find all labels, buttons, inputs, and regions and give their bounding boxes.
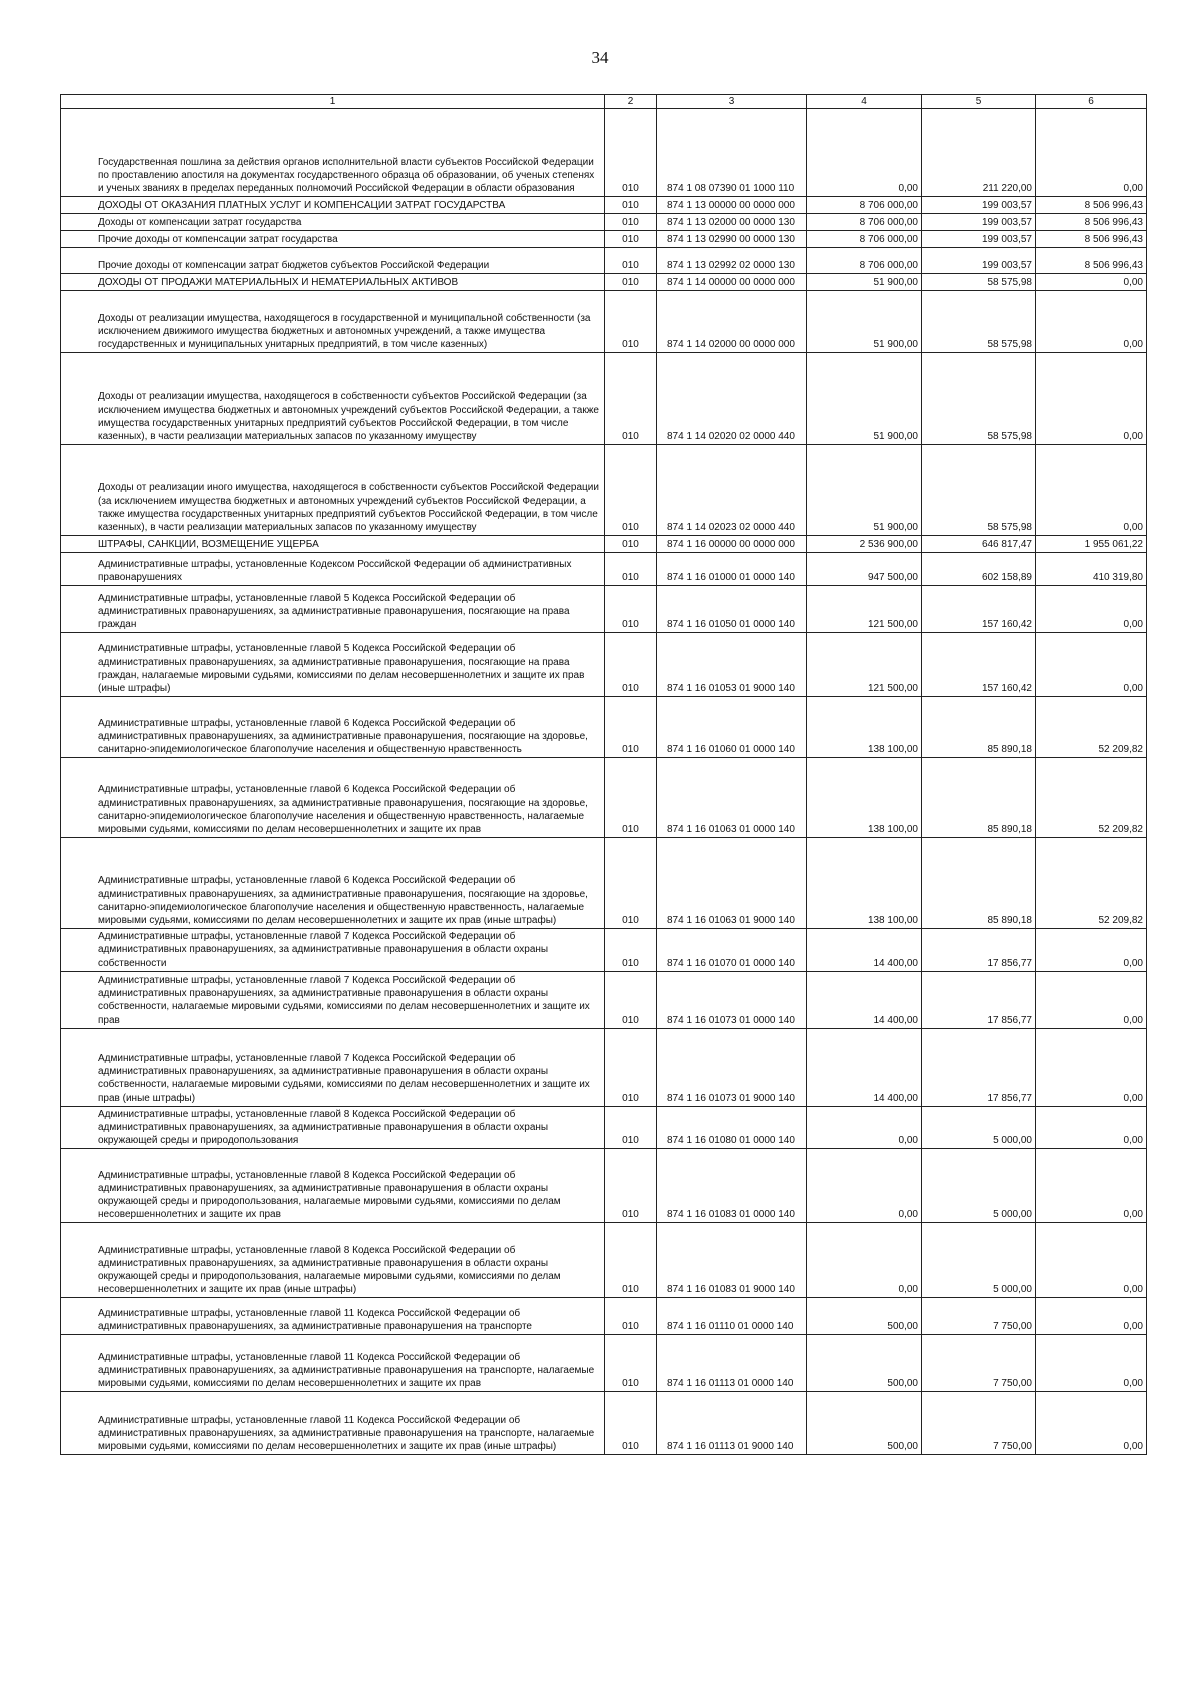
row-name-text: Административные штрафы, установленные главой 6 Кодекса Российской Федерации об административных правонарушениях, за административные правонарушения, посягающие на здоровье, санитарно-эпидемиологическое благополучие населения и общественную нравственность, налагаемые мировыми судьями, комиссиями по делам несовершеннолетних и защите их прав (иные штрафы) <box>98 875 588 926</box>
row-name-cell <box>61 197 605 214</box>
table-row <box>61 758 1147 838</box>
row-value-6-cell: 8 506 996,43 <box>1036 248 1147 274</box>
row-value-6-cell: 0,00 <box>1036 633 1147 697</box>
row-name-cell <box>61 929 605 972</box>
row-name-text: Административные штрафы, установленные главой 8 Кодекса Российской Федерации об административных правонарушениях, за административные правонарушения в области охраны окружающей среды и природопользования, налагаемые мировыми судьями, комиссиями по делам несовершеннолетних и защите их прав (иные штрафы) <box>98 1244 561 1296</box>
row-line-code-cell: 010 <box>605 291 657 353</box>
row-name-text: ШТРАФЫ, САНКЦИИ, ВОЗМЕЩЕНИЕ УЩЕРБА <box>98 539 319 550</box>
table-row <box>61 1106 1147 1149</box>
table-row <box>61 586 1147 633</box>
table-row <box>61 445 1147 536</box>
row-value-6-cell: 0,00 <box>1036 1335 1147 1392</box>
table-row <box>61 197 1147 214</box>
table-row <box>61 274 1147 291</box>
row-name-text: Административные штрафы, установленные главой 8 Кодекса Российской Федерации об административных правонарушениях, за административные правонарушения в области охраны окружающей среды и природопользования, налагаемые мировыми судьями, комиссиями по делам несовершеннолетних и защите их прав <box>98 1169 561 1221</box>
row-value-6-cell: 0,00 <box>1036 1298 1147 1335</box>
row-value-6-cell: 0,00 <box>1036 445 1147 536</box>
row-value-5-cell: 17 856,77 <box>922 929 1036 972</box>
row-value-6-cell: 0,00 <box>1036 586 1147 633</box>
row-name-cell <box>61 758 605 838</box>
row-name-text: ДОХОДЫ ОТ ОКАЗАНИЯ ПЛАТНЫХ УСЛУГ И КОМПЕНСАЦИИ ЗАТРАТ ГОСУДАРСТВА <box>98 200 506 211</box>
row-value-6-cell: 52 209,82 <box>1036 697 1147 758</box>
row-value-4-cell: 121 500,00 <box>807 633 922 697</box>
row-value-6-cell: 1 955 061,22 <box>1036 536 1147 553</box>
row-budget-code-cell: 874 1 16 01073 01 0000 140 <box>657 971 807 1028</box>
row-budget-code-cell: 874 1 16 01113 01 0000 140 <box>657 1335 807 1392</box>
row-name-cell <box>61 1335 605 1392</box>
row-value-4-cell: 8 706 000,00 <box>807 214 922 231</box>
row-line-code-cell: 010 <box>605 445 657 536</box>
row-value-5-cell: 58 575,98 <box>922 274 1036 291</box>
table-row <box>61 231 1147 248</box>
row-value-5-cell: 85 890,18 <box>922 838 1036 929</box>
row-line-code-cell: 010 <box>605 929 657 972</box>
row-value-4-cell: 8 706 000,00 <box>807 197 922 214</box>
row-value-4-cell: 138 100,00 <box>807 758 922 838</box>
row-value-5-cell: 199 003,57 <box>922 248 1036 274</box>
row-budget-code-cell: 874 1 13 02990 00 0000 130 <box>657 231 807 248</box>
row-name-text: Административные штрафы, установленные главой 7 Кодекса Российской Федерации об административных правонарушениях, за административные правонарушения в области охраны собственности, налагаемые мировыми судьями, комиссиями по делам несовершеннолетних и защите их прав (иные штрафы) <box>98 1053 590 1104</box>
table-row <box>61 1298 1147 1335</box>
row-value-4-cell: 14 400,00 <box>807 929 922 972</box>
row-value-4-cell: 51 900,00 <box>807 445 922 536</box>
row-budget-code-cell: 874 1 16 01110 01 0000 140 <box>657 1298 807 1335</box>
row-name-text: Административные штрафы, установленные главой 5 Кодекса Российской Федерации об административных правонарушениях, за административные правонарушения, посягающие на права граждан, налагаемые мировыми судьями, комиссиями по делам несовершеннолетних и защите их прав (иные штрафы) <box>98 643 585 694</box>
row-name-cell <box>61 1028 605 1106</box>
row-line-code-cell: 010 <box>605 1149 657 1223</box>
row-name-cell <box>61 353 605 445</box>
row-value-4-cell: 500,00 <box>807 1392 922 1455</box>
row-value-6-cell: 8 506 996,43 <box>1036 214 1147 231</box>
row-value-5-cell: 17 856,77 <box>922 1028 1036 1106</box>
row-value-6-cell: 0,00 <box>1036 1028 1147 1106</box>
row-budget-code-cell: 874 1 14 02020 02 0000 440 <box>657 353 807 445</box>
column-header: 2 <box>605 95 657 109</box>
row-value-5-cell: 157 160,42 <box>922 586 1036 633</box>
row-name-text: Административные штрафы, установленные Кодексом Российской Федерации об административных правонарушениях <box>98 558 572 583</box>
table-row <box>61 838 1147 929</box>
table-row <box>61 1028 1147 1106</box>
row-value-5-cell: 5 000,00 <box>922 1223 1036 1298</box>
row-value-4-cell: 8 706 000,00 <box>807 231 922 248</box>
row-budget-code-cell: 874 1 16 01063 01 0000 140 <box>657 758 807 838</box>
column-header: 5 <box>922 95 1036 109</box>
row-value-5-cell: 602 158,89 <box>922 553 1036 586</box>
row-line-code-cell: 010 <box>605 536 657 553</box>
row-line-code-cell: 010 <box>605 553 657 586</box>
row-budget-code-cell: 874 1 13 00000 00 0000 000 <box>657 197 807 214</box>
row-value-6-cell: 0,00 <box>1036 1392 1147 1455</box>
row-line-code-cell: 010 <box>605 197 657 214</box>
row-value-4-cell: 14 400,00 <box>807 1028 922 1106</box>
row-line-code-cell: 010 <box>605 1335 657 1392</box>
row-name-cell <box>61 274 605 291</box>
row-budget-code-cell: 874 1 16 01113 01 9000 140 <box>657 1392 807 1455</box>
row-budget-code-cell: 874 1 16 01063 01 9000 140 <box>657 838 807 929</box>
row-value-4-cell: 2 536 900,00 <box>807 536 922 553</box>
row-name-cell <box>61 586 605 633</box>
row-name-cell <box>61 633 605 697</box>
row-value-4-cell: 138 100,00 <box>807 838 922 929</box>
row-name-cell <box>61 1392 605 1455</box>
row-value-5-cell: 646 817,47 <box>922 536 1036 553</box>
row-value-4-cell: 8 706 000,00 <box>807 248 922 274</box>
row-value-6-cell: 410 319,80 <box>1036 553 1147 586</box>
row-value-5-cell: 85 890,18 <box>922 697 1036 758</box>
row-name-cell <box>61 536 605 553</box>
row-value-5-cell: 199 003,57 <box>922 214 1036 231</box>
row-value-5-cell: 7 750,00 <box>922 1298 1036 1335</box>
row-budget-code-cell: 874 1 13 02000 00 0000 130 <box>657 214 807 231</box>
row-value-6-cell: 0,00 <box>1036 1149 1147 1223</box>
table-row <box>61 1392 1147 1455</box>
row-budget-code-cell: 874 1 14 02023 02 0000 440 <box>657 445 807 536</box>
row-budget-code-cell: 874 1 16 01083 01 9000 140 <box>657 1223 807 1298</box>
row-value-4-cell: 51 900,00 <box>807 353 922 445</box>
row-value-6-cell: 0,00 <box>1036 971 1147 1028</box>
row-line-code-cell: 010 <box>605 633 657 697</box>
row-value-6-cell: 8 506 996,43 <box>1036 197 1147 214</box>
row-name-cell <box>61 291 605 353</box>
table-row <box>61 633 1147 697</box>
row-value-4-cell: 0,00 <box>807 109 922 197</box>
row-value-4-cell: 0,00 <box>807 1223 922 1298</box>
row-name-text: Государственная пошлина за действия органов исполнительной власти субъектов Российской Федерации по проставлению апостиля на документах государственного образца об образовании, об ученых степенях и ученых званиях в пределах переданных полномочий Российской Федерации в области образования <box>98 156 595 194</box>
table-row <box>61 353 1147 445</box>
row-value-5-cell: 17 856,77 <box>922 971 1036 1028</box>
row-name-text: Доходы от компенсации затрат государства <box>98 217 302 228</box>
revenue-table <box>60 94 1147 1455</box>
row-value-5-cell: 157 160,42 <box>922 633 1036 697</box>
row-name-text: Прочие доходы от компенсации затрат государства <box>98 234 338 245</box>
row-name-cell <box>61 1149 605 1223</box>
table-row <box>61 929 1147 972</box>
row-line-code-cell: 010 <box>605 1392 657 1455</box>
row-line-code-cell: 010 <box>605 353 657 445</box>
row-budget-code-cell: 874 1 16 01050 01 0000 140 <box>657 586 807 633</box>
row-name-cell <box>61 1298 605 1335</box>
row-name-cell <box>61 445 605 536</box>
row-value-4-cell: 14 400,00 <box>807 971 922 1028</box>
row-name-cell <box>61 231 605 248</box>
row-name-cell <box>61 248 605 274</box>
row-value-5-cell: 58 575,98 <box>922 353 1036 445</box>
table-row <box>61 1223 1147 1298</box>
row-name-cell <box>61 971 605 1028</box>
row-value-6-cell: 0,00 <box>1036 109 1147 197</box>
row-value-6-cell: 8 506 996,43 <box>1036 231 1147 248</box>
row-value-5-cell: 7 750,00 <box>922 1335 1036 1392</box>
row-value-5-cell: 199 003,57 <box>922 197 1036 214</box>
table-row <box>61 971 1147 1028</box>
column-header: 6 <box>1036 95 1147 109</box>
table-row <box>61 1149 1147 1223</box>
row-line-code-cell: 010 <box>605 109 657 197</box>
row-value-6-cell: 0,00 <box>1036 353 1147 445</box>
row-value-6-cell: 0,00 <box>1036 291 1147 353</box>
row-value-5-cell: 58 575,98 <box>922 445 1036 536</box>
row-line-code-cell: 010 <box>605 214 657 231</box>
row-name-text: Административные штрафы, установленные главой 11 Кодекса Российской Федерации об административных правонарушениях, за административные правонарушения на транспорте <box>98 1307 532 1333</box>
row-value-6-cell: 0,00 <box>1036 1223 1147 1298</box>
row-value-4-cell: 51 900,00 <box>807 291 922 353</box>
row-name-text: Административные штрафы, установленные главой 7 Кодекса Российской Федерации об административных правонарушениях, за административные правонарушения в области охраны собственности, налагаемые мировыми судьями, комиссиями по делам несовершеннолетних и защите их прав <box>98 975 590 1026</box>
table-row <box>61 109 1147 197</box>
row-name-text: Административные штрафы, установленные главой 8 Кодекса Российской Федерации об административных правонарушениях, за административные правонарушения в области охраны окружающей среды и природопользования <box>98 1108 549 1147</box>
row-name-text: Административные штрафы, установленные главой 6 Кодекса Российской Федерации об административных правонарушениях, за административные правонарушения, посягающие на здоровье, санитарно-эпидемиологическое благополучие населения и общественную нравственность, налагаемые мировыми судьями, комиссиями по делам несовершеннолетних и защите их прав <box>98 784 588 835</box>
row-budget-code-cell: 874 1 16 01083 01 0000 140 <box>657 1149 807 1223</box>
table-row <box>61 553 1147 586</box>
row-name-cell <box>61 697 605 758</box>
table-row <box>61 536 1147 553</box>
column-header: 1 <box>61 95 605 109</box>
row-budget-code-cell: 874 1 16 01073 01 9000 140 <box>657 1028 807 1106</box>
row-value-4-cell: 0,00 <box>807 1149 922 1223</box>
row-value-4-cell: 51 900,00 <box>807 274 922 291</box>
row-value-6-cell: 52 209,82 <box>1036 758 1147 838</box>
table-row <box>61 291 1147 353</box>
row-value-4-cell: 947 500,00 <box>807 553 922 586</box>
row-name-cell <box>61 838 605 929</box>
row-name-text: Административные штрафы, установленные главой 11 Кодекса Российской Федерации об административных правонарушениях, за административные правонарушения на транспорте, налагаемые мировыми судьями, комиссиями по делам несовершеннолетних и защите их прав <box>98 1351 595 1390</box>
table-row <box>61 1335 1147 1392</box>
row-line-code-cell: 010 <box>605 758 657 838</box>
table-row <box>61 214 1147 231</box>
row-name-cell <box>61 1106 605 1149</box>
row-name-text: Административные штрафы, установленные главой 11 Кодекса Российской Федерации об административных правонарушениях, за административные правонарушения на транспорте, налагаемые мировыми судьями, комиссиями по делам несовершеннолетних и защите их прав (иные штрафы) <box>98 1414 595 1453</box>
row-line-code-cell: 010 <box>605 231 657 248</box>
row-line-code-cell: 010 <box>605 1028 657 1106</box>
row-value-5-cell: 5 000,00 <box>922 1106 1036 1149</box>
row-budget-code-cell: 874 1 08 07390 01 1000 110 <box>657 109 807 197</box>
row-value-6-cell: 52 209,82 <box>1036 838 1147 929</box>
row-line-code-cell: 010 <box>605 1106 657 1149</box>
table-row <box>61 697 1147 758</box>
row-line-code-cell: 010 <box>605 1298 657 1335</box>
column-header: 4 <box>807 95 922 109</box>
row-budget-code-cell: 874 1 14 02000 00 0000 000 <box>657 291 807 353</box>
row-name-text: Административные штрафы, установленные главой 5 Кодекса Российской Федерации об административных правонарушениях, за административные правонарушения, посягающие на права граждан <box>98 592 570 630</box>
row-value-4-cell: 0,00 <box>807 1106 922 1149</box>
page-number: 34 <box>591 48 609 67</box>
row-value-5-cell: 5 000,00 <box>922 1149 1036 1223</box>
row-name-text: Доходы от реализации имущества, находящегося в государственной и муниципальной собственности (за исключением движимого имущества бюджетных и автономных учреждений, а также имущества государственных и муниципальных унитарных предприятий, в том числе казенных) <box>98 312 591 350</box>
row-name-text: Доходы от реализации имущества, находящегося в собственности субъектов Российской Федерации (за исключением имущества бюджетных и автономных учреждений субъектов Российской Федерации, а также имущества государственных унитарных предприятий субъектов Российской Федерации, в том числе казенных), в части реализации материальных запасов по указанному имуществу <box>98 391 599 442</box>
row-value-6-cell: 0,00 <box>1036 1106 1147 1149</box>
row-value-4-cell: 138 100,00 <box>807 697 922 758</box>
row-name-cell <box>61 214 605 231</box>
row-value-4-cell: 121 500,00 <box>807 586 922 633</box>
row-name-text: Прочие доходы от компенсации затрат бюджетов субъектов Российской Федерации <box>98 260 490 271</box>
column-header: 3 <box>657 95 807 109</box>
row-value-4-cell: 500,00 <box>807 1298 922 1335</box>
row-budget-code-cell: 874 1 16 00000 00 0000 000 <box>657 536 807 553</box>
row-line-code-cell: 010 <box>605 971 657 1028</box>
row-value-6-cell: 0,00 <box>1036 274 1147 291</box>
row-budget-code-cell: 874 1 16 01000 01 0000 140 <box>657 553 807 586</box>
row-value-5-cell: 7 750,00 <box>922 1392 1036 1455</box>
row-name-cell <box>61 109 605 197</box>
row-value-5-cell: 85 890,18 <box>922 758 1036 838</box>
row-name-cell <box>61 553 605 586</box>
row-value-5-cell: 199 003,57 <box>922 231 1036 248</box>
row-name-text: Административные штрафы, установленные главой 7 Кодекса Российской Федерации об административных правонарушениях, за административные правонарушения в области охраны собственности <box>98 931 549 969</box>
row-name-text: ДОХОДЫ ОТ ПРОДАЖИ МАТЕРИАЛЬНЫХ И НЕМАТЕРИАЛЬНЫХ АКТИВОВ <box>98 277 459 288</box>
row-budget-code-cell: 874 1 16 01060 01 0000 140 <box>657 697 807 758</box>
row-value-5-cell: 58 575,98 <box>922 291 1036 353</box>
row-line-code-cell: 010 <box>605 1223 657 1298</box>
row-line-code-cell: 010 <box>605 697 657 758</box>
row-name-cell <box>61 1223 605 1298</box>
column-number-header <box>61 95 1147 109</box>
row-value-4-cell: 500,00 <box>807 1335 922 1392</box>
row-line-code-cell: 010 <box>605 248 657 274</box>
row-line-code-cell: 010 <box>605 838 657 929</box>
row-budget-code-cell: 874 1 13 02992 02 0000 130 <box>657 248 807 274</box>
row-name-text: Административные штрафы, установленные главой 6 Кодекса Российской Федерации об административных правонарушениях, за административные правонарушения, посягающие на здоровье, санитарно-эпидемиологическое благополучие населения и общественную нравственность <box>98 717 588 755</box>
row-budget-code-cell: 874 1 16 01080 01 0000 140 <box>657 1106 807 1149</box>
row-value-5-cell: 211 220,00 <box>922 109 1036 197</box>
row-budget-code-cell: 874 1 16 01070 01 0000 140 <box>657 929 807 972</box>
row-value-6-cell: 0,00 <box>1036 929 1147 972</box>
row-line-code-cell: 010 <box>605 274 657 291</box>
row-budget-code-cell: 874 1 14 00000 00 0000 000 <box>657 274 807 291</box>
row-name-text: Доходы от реализации иного имущества, находящегося в собственности субъектов Российской Федерации (за исключением имущества бюджетных и автономных учреждений субъектов Российской Федерации, а также имущества государственных унитарных предприятий субъектов Российской Федерации, в том числе казенных), в части реализации материальных запасов по указанному имуществу <box>98 482 599 533</box>
table-row <box>61 248 1147 274</box>
row-line-code-cell: 010 <box>605 586 657 633</box>
row-budget-code-cell: 874 1 16 01053 01 9000 140 <box>657 633 807 697</box>
